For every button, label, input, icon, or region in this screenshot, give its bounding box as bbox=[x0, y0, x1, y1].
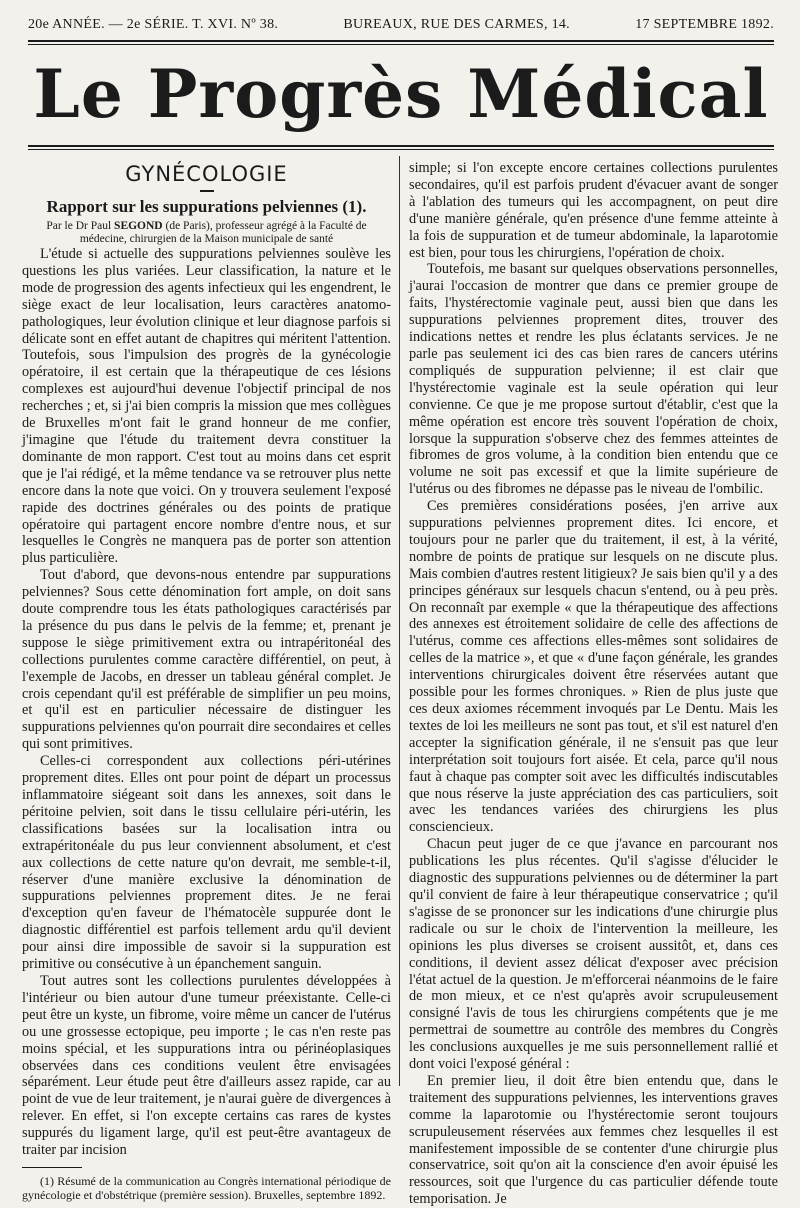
section-dash bbox=[200, 190, 214, 192]
right-paragraph-2: Toutefois, me basant sur quelques observations personnelles, j'aurai l'occasion de montrer que dans ce premier groupe de faits, l'hystérectomie vaginale peut, aussi bien que dans les suppurations pelviennes proprement dites, trouver des indications nettes et rendre les plus éclatants services. Je ne parle pas seulement ici des cas bien rares de cancers utérins compliqués de suppuration pelvienne; il est clair que l'hystérectomie vaginale est la seule opération qui leur convienne. Ce que je me propose surtout d'établir, c'est que la même opération est encore très souvent l'opération de choix, lorsque la suppuration s'observe chez des femmes atteintes de fibromes de gros volume, à la condition bien entendu que ce volume ne soit pas excessif et que la limite supérieure de l'utérus ou des fibromes ne dépasse pas le niveau de l'ombilic. bbox=[409, 261, 778, 498]
article-title: Rapport sur les suppurations pelviennes (1). bbox=[46, 197, 367, 216]
right-column bbox=[409, 160, 778, 1208]
byline-affiliation: (de Paris), professeur agrégé à la Faculté de médecine, chirurgien de la Maison municipale de santé bbox=[79, 220, 367, 245]
column-separator bbox=[399, 156, 400, 1086]
footnote: (1) Résumé de la communication au Congrès international périodique de gynécologie et d'obstétrique (première session). Bruxelles, septembre 1892. bbox=[22, 1173, 391, 1202]
right-paragraph-1: simple; si l'on excepte encore certaines collections purulentes secondaires, qu'il est parfois prudent d'évacuer avant de songer à l'ablation des tumeurs qui les accompagnent, on peut dire d'une manière générale, qu'en présence d'une femme atteinte à la fois de suppuration et de tumeur abdominale, la laparotomie est bien, pour tous les chirurgiens, l'opération de choix. bbox=[409, 160, 778, 261]
masthead-title: Le Progrès Médical bbox=[33, 55, 769, 133]
office-address: BUREAUX, RUE DES CARMES, 14. bbox=[343, 17, 570, 32]
left-paragraph-1: L'étude si actuelle des suppurations pelviennes soulève les questions les plus variées. Leur classification, la nature et le mode de progression des agents infectieux qui les engendrent, le siège exact de leur localisation, leurs caractères anatomo-pathologiques, leur évolution clinique et leur diagnose parfois si délicate sont en effet autant de chapitres qui méritent l'attention. Toutefois, sous l'impulsion des progrès de la gynécologie opératoire, il est certain que la thérapeutique de ces lésions complexes est aujourd'hui devenue l'objectif principal de nos recherches ; et, si j'ai bien compris la mission que mes collègues de Bruxelles m'ont fait le grand honneur de me confier, j'imagine que l'étude du traitement devra constituer la dominante de mon rapport. C'est tout au moins dans cet esprit que je l'ai rédigé, et la même tendance va se retrouver plus nette encore dans la note que voici. On y trouvera seulement l'exposé rapide des doctrines générales ou des points de pratique opératoire qui partagent encore nombre d'entre nous, et sur lesquelles le Congrès ne manquera pas de porter son attention plus particulière. bbox=[22, 246, 391, 567]
byline-prefix: Par le Dr Paul bbox=[46, 220, 112, 232]
masthead-rule-thin bbox=[28, 149, 774, 150]
issue-number: 20e ANNÉE. — 2e SÉRIE. T. XVI. Nº 38. bbox=[28, 17, 279, 32]
left-paragraph-2: Tout d'abord, que devons-nous entendre par suppurations pelviennes? Sous cette dénomination fort ample, on doit sans doute comprendre tous les états pathologiques caractérisés par la présence du pus dans le pelvis de la femme; et, prenant je suppose le siège primitivement extra ou intrapéritonéal des collections purulentes comme caractère différentiel, on peut, à l'exemple de Jacobs, en dresser un tableau général complet. Je crois cependant qu'il est préférable de simplifier un peu moins, et qu'il est en particulier nécessaire de distinguer les suppurations pelviennes qu'on pourrait dire secondaires et celles qui sont primitives. bbox=[22, 567, 391, 753]
footnote-rule bbox=[22, 1167, 82, 1168]
masthead-rule-thick bbox=[28, 145, 774, 147]
right-paragraph-4: Chacun peut juger de ce que j'avance en parcourant nos publications les plus récentes. Qu'il s'agisse d'élucider le diagnostic des suppurations pelviennes ou de déterminer la part qu'il convient de faire à leur thérapeutique conservatrice ; qu'il s'agisse de se prononcer sur les indications d'une chirurgie plus radicale ou sur le choix de l'intervention la meilleure, les opinions les plus diverses se croisent aussitôt, et, dans ces conditions, il devient assez délicat d'exposer avec précision l'état actuel de la question. Je m'efforcerai néanmoins de le faire de mon mieux, et ce n'est qu'après avoir scrupuleusement consigné l'avis de tous les chirurgiens compétents que je me permettrai de soumettre au contrôle des membres du Congrès les conclusions auxquelles je me suis personnellement rallié et dont voici l'exposé général : bbox=[409, 836, 778, 1073]
right-paragraph-5: En premier lieu, il doit être bien entendu que, dans le traitement des suppurations pelviennes, les interventions graves comme la laparotomie ou l'hystérectomie seront toujours scrupuleusement réservées aux femmes chez lesquelles il est manifestement impossible de se contenter d'une chirurgie plus conservatrice, soit qu'on ait la conscience d'en avoir épuisé les ressources, soit que l'urgence du cas particulier défende toute temporisation. Je bbox=[409, 1072, 778, 1208]
left-paragraph-3: Celles-ci correspondent aux collections péri-utérines proprement dites. Elles ont pour point de départ un processus inflammatoire siégeant soit dans les annexes, soit dans le péritoine pelvien, soit dans le tissu cellulaire péri-utérin, les classifications basées sur la localisation intra ou extrapéritonéale du pus leur conviennent absolument, et c'est aux collections de cette nature qu'on devrait, me semble-t-il, réserver d'une manière exclusive la dénomination de suppurations pelviennes proprement dites. Je ne ferai d'exception qu'en faveur de l'hématocèle suppurée dont le diagnostic différentiel est parfois tellement ardu qu'il devient pour ainsi dire impossible de savoir si la suppuration est primitive ou consécutive à un épanchement sanguin. bbox=[22, 753, 391, 973]
header-rule-thin bbox=[28, 44, 774, 45]
author-name: SEGOND bbox=[114, 220, 163, 232]
byline bbox=[22, 220, 391, 246]
left-column bbox=[22, 160, 391, 1202]
right-paragraph-3: Ces premières considérations posées, j'en arrive aux suppurations pelviennes proprement dites. Ici encore, et toujours pour ne parler que du traitement, il est, à la vérité, nombre de points de pratique sur lesquels on ne discute plus. Mais combien d'autres restent litigieux? Je sais bien qu'il y a des principes généraux sur lesquels chacun s'entend, ou à peu près. On reconnaît par exemple « que la thérapeutique des affections des annexes est étroitement solidaire de celle des affections de l'utérus, comme ces affections elles-mêmes sont solidaires de celles de la matrice », et que « d'une façon générale, les grandes interventions chirurgicales doivent être réservées autant que possible pour les formes chroniques. » Rien de plus juste que ces deux axiomes récemment invoqués par Le Dentu. Mais les textes de loi les meilleurs ne sont pas tout, et s'il est naturel d'en accepter la signification générale, il ne s'ensuit pas que leur interprétation soit toujours fort aisée. Et cela, parce qu'il nous faut à chaque pas compter soit avec les difficultés indiscutables que nous réserve la juste appréciation des cas particuliers, soit avec les tendances variées des chirurgiens les plus consciencieux. bbox=[409, 498, 778, 836]
issue-header bbox=[28, 14, 774, 36]
left-paragraph-4: Tout autres sont les collections purulentes développées à l'intérieur ou bien autour d'une tumeur préexistante. Celle-ci peut être un kyste, un fibrome, voire même un cancer de l'utérus ou une grossesse ectopique, peu importe ; le cas n'en reste pas moins spécial, et les suppurations intra ou périnéoplasiques observées dans ces conditions veulent être envisagées séparément. Leur étude peut être d'ailleurs assez rapide, car au point de vue de leur traitement, je n'aurai guère de divergences à relever. En effet, si l'on excepte certains cas rares de kystes suppurés du ligament large, qu'il est peut-être avantageux de traiter par incision bbox=[22, 972, 391, 1159]
issue-date: 17 SEPTEMBRE 1892. bbox=[635, 17, 774, 32]
section-title: GYNÉCOLOGIE bbox=[125, 162, 288, 186]
header-rule-top bbox=[28, 40, 774, 42]
